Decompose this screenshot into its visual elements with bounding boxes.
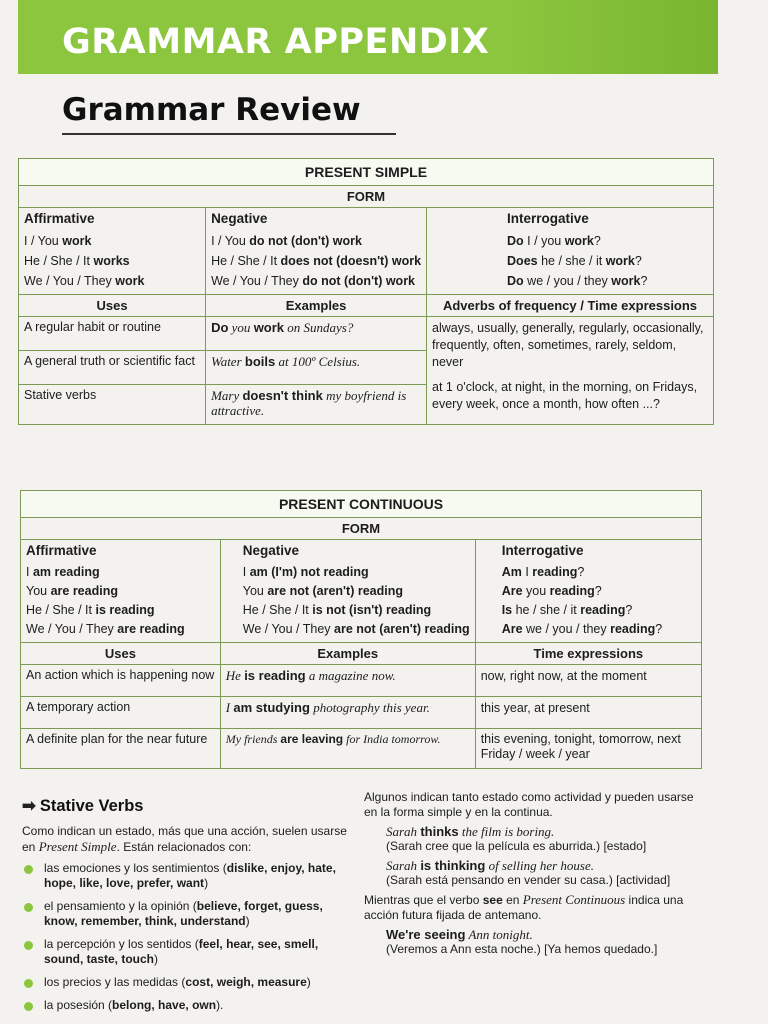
example-translation: (Veremos a Ann esta noche.) [Ya hemos quedado.] [386,942,658,956]
list-item: las emociones y los sentimientos (dislike, enjoy, hate, hope, like, love, prefer, want) [22,861,352,891]
stative-verbs-section [22,796,352,1021]
note-paragraph: Mientras que el verbo see en Present Continuous indica una acción futura fijada de antemano. [364,892,684,922]
adverbs-frequency: always, usually, generally, regularly, occasionally, frequently, often, sometimes, rarely, seldom, never [432,321,704,369]
form-line: We / You / They are reading [26,622,185,636]
example-cell: Do you work on Sundays? [206,317,427,351]
interrogative-heading: Interrogative [507,211,589,226]
form-line: I / You work [24,234,92,248]
example-cell: My friends are leaving for India tomorrow. [220,729,475,769]
negative-cell [206,208,427,295]
examples-heading: Examples [206,295,427,317]
example-cell: Mary doesn't think my boyfriend is attractive. [206,385,427,425]
adverbs-heading: Adverbs of frequency / Time expressions [427,295,714,317]
appendix-title: GRAMMAR APPENDIX [62,22,490,62]
form-line: I / You do not (don't) work [211,234,362,248]
bullet-icon [24,941,33,950]
list-item: la posesión (belong, have, own). [22,998,352,1013]
form-header: FORM [21,518,702,540]
use-cell: A regular habit or routine [19,317,206,351]
negative-heading: Negative [242,543,300,558]
form-line: I am (I'm) not reading [242,565,369,579]
form-line: We / You / They work [24,274,145,288]
form-line: He / She / It is reading [26,603,155,617]
example-sentence: Sarah thinks the film is boring. [386,824,555,839]
example-cell: I am studying photography this year. [220,697,475,729]
title-underline [62,133,396,135]
time-cell: this year, at present [475,697,701,729]
form-line: He / She / It works [24,254,130,268]
interrogative-cell [427,208,714,295]
form-line: We / You / They do not (don't) work [211,274,416,288]
example-translation: (Sarah está pensando en vender su casa.) [actividad] [386,873,671,887]
affirmative-heading: Affirmative [26,543,97,558]
example-cell: Water boils at 100º Celsius. [206,351,427,385]
stative-notes [364,790,704,957]
use-cell: A general truth or scientific fact [19,351,206,385]
example-sentence: Sarah is thinking of selling her house. [386,858,594,873]
stative-intro: Como indican un estado, más que una acción, suelen usarse en Present Simple. Están relacionados con: [22,824,347,854]
form-line: Are you reading? [501,584,602,598]
form-line: Are we / you / they reading? [501,622,663,636]
appendix-banner [18,0,718,74]
list-item: la percepción y los sentidos (feel, hear, see, smell, sound, taste, touch) [22,937,352,967]
bullet-icon [24,903,33,912]
form-line: Does he / she / it work? [507,254,642,268]
form-line: He / She / It does not (doesn't) work [211,254,422,268]
affirmative-cell [19,208,206,295]
table-caption: PRESENT SIMPLE [19,159,714,186]
page-title: Grammar Review [62,92,361,128]
adverbs-cell [427,317,714,425]
note-paragraph: Algunos indican tanto estado como actividad y pueden usarse en la forma simple y en la continua. [364,790,694,819]
stative-heading: ➡ Stative Verbs [22,797,144,815]
use-cell: A temporary action [21,697,221,729]
example-cell: He is reading a magazine now. [220,665,475,697]
time-expressions: at 1 o'clock, at night, in the morning, on Fridays, every week, once a month, how often ...? [432,380,698,411]
bullet-icon [24,979,33,988]
arrow-right-icon: ➡ [22,797,36,815]
form-line: I am reading [26,565,100,579]
stative-list [22,861,352,1013]
form-line: Is he / she / it reading? [501,603,633,617]
affirmative-cell [21,540,221,643]
bullet-icon [24,1002,33,1011]
time-heading: Time expressions [475,643,701,665]
list-item: los precios y las medidas (cost, weigh, measure) [22,975,352,990]
use-cell: An action which is happening now [21,665,221,697]
form-line: We / You / They are not (aren't) reading [242,622,470,636]
negative-cell [220,540,475,643]
use-cell: Stative verbs [19,385,206,425]
negative-heading: Negative [211,211,268,226]
form-line: Do we / you / they work? [507,274,648,288]
time-cell: now, right now, at the moment [475,665,701,697]
list-item: el pensamiento y la opinión (believe, forget, guess, know, remember, think, understand) [22,899,352,929]
uses-heading: Uses [19,295,206,317]
bullet-icon [24,865,33,874]
example-sentence: We're seeing Ann tonight. [386,927,533,942]
form-line: You are reading [26,584,118,598]
use-cell: A definite plan for the near future [21,729,221,769]
interrogative-cell [475,540,701,643]
example-translation: (Sarah cree que la película es aburrida.) [estado] [386,839,647,853]
interrogative-heading: Interrogative [501,543,584,558]
table-caption: PRESENT CONTINUOUS [21,491,702,518]
form-header: FORM [19,186,714,208]
form-line: You are not (aren't) reading [242,584,403,598]
form-line: Am I reading? [501,565,585,579]
affirmative-heading: Affirmative [24,211,95,226]
form-line: He / She / It is not (isn't) reading [242,603,432,617]
examples-heading: Examples [220,643,475,665]
uses-heading: Uses [21,643,221,665]
time-cell: this evening, tonight, tomorrow, next Friday / week / year [475,729,701,769]
form-line: Do I / you work? [507,234,601,248]
present-simple-table [18,158,714,425]
present-continuous-table [20,490,702,769]
